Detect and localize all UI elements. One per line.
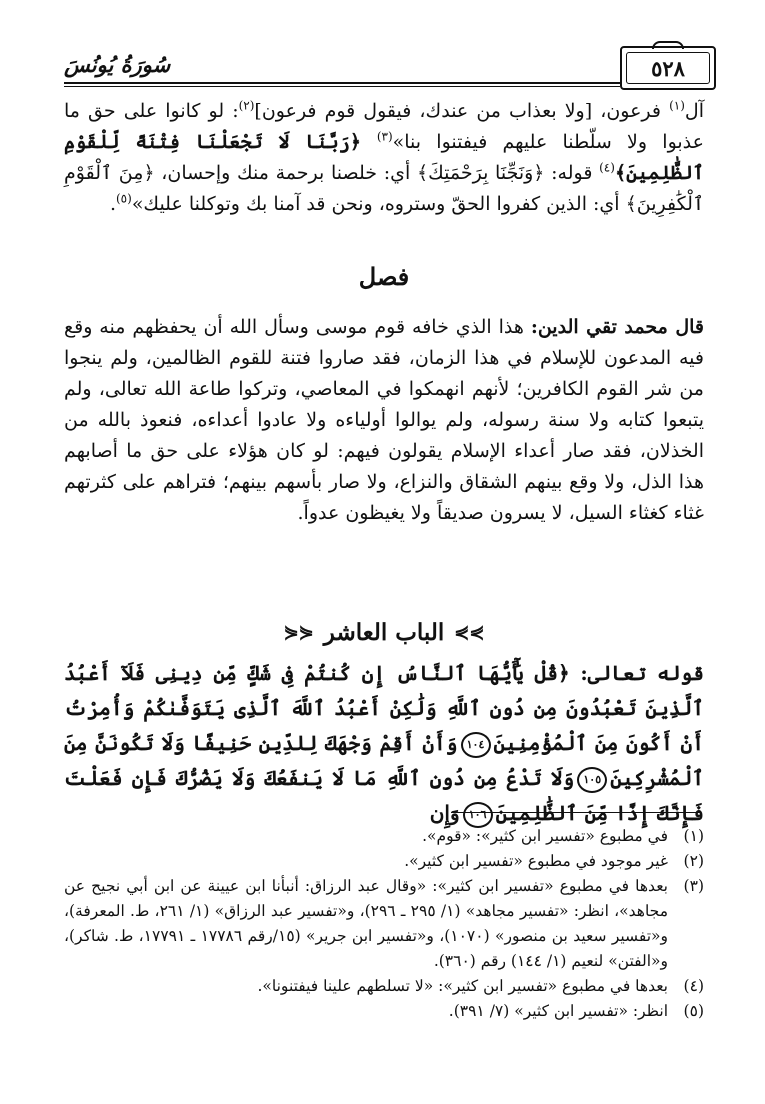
footnote-text: بعدها في مطبوع «تفسير ابن كثير»: «وقال عبد الرزاق: أنبأنا ابن عيينة عن ابن أبي نجيح عن مجاهد»، انظر: «تفسير مجاهد» (١/ ٢٩٥ ـ ٢٩٦)، و«تفسير عبد الرزاق» (١/ ٢٦١، ط. المعرفة)، و«تفسير سعيد بن منصور» (١٠٧٠)، و«تفسير ابن جرير» (١٥/رقم ١٧٧٨٦ ـ ١٧٧٩١، ط. شاكر)، و«الفتن» لنعيم (١/ ١٤٤) رقم (٣٦٠).	[64, 877, 669, 970]
footnote-ref-3[interactable]: (٣)	[376, 129, 393, 144]
surah-name: سُورَةُ يُونُسَ	[64, 52, 171, 77]
footnote	[64, 974, 704, 999]
ayah-number-marker: ١٠٦	[463, 802, 493, 828]
verse-paragraph	[64, 656, 704, 825]
footnote-ref-2[interactable]: (٢)	[238, 98, 255, 113]
text-run: فرعون، [ولا بعذاب من عندك، فيقول قوم فرعون]	[254, 100, 670, 122]
text-run: : لو كانوا على حق ما عذبوا ولا سلّطنا عليهم فيفتنوا بنا»	[64, 100, 704, 153]
verse-text: وَأَنْ أَقِمْ وَجْهَكَ لِلدِّينِ حَنِيفًا وَلَا تَكُونَنَّ مِنَ ٱلْمُشْرِكِينَ	[64, 731, 704, 790]
verse-text: ﴿قُلْ يَٰٓأَيُّهَا ٱلنَّاسُ إِن كُنتُمْ فِى شَكٍّ مِّن دِينِى فَلَآ أَعْبُدُ ٱلَّذِينَ تَعْبُدُونَ مِن دُونِ ٱللَّهِ وَلَٰكِنْ أَعْبُدُ ٱللَّهَ ٱلَّذِى يَتَوَفَّىٰكُمْ وَأُمِرْتُ أَنْ أَكُونَ مِنَ ٱلْمُؤْمِنِينَ	[64, 661, 704, 755]
footnote	[64, 999, 704, 1024]
ornament-right: ⋟⋟	[454, 621, 485, 643]
footnote	[64, 824, 704, 849]
speaker-name: قال محمد تقي الدين:	[530, 316, 704, 338]
footnotes	[64, 824, 704, 1064]
footnote-ref-1[interactable]: (١)	[669, 98, 685, 113]
text-run: قوله: ﴿وَنَجِّنَا بِرَحْمَتِكَ﴾ أي: خلصنا برحمة منك وإحسان، ﴿مِنَ ٱلْقَوْمِ ٱلْكَٰفِرِينَ﴾ أي: الذين كفروا الحقّ وستروه، ونحن قد آمنا بك وتوكلنا عليك»	[64, 162, 704, 215]
footnote-number: (٤)	[683, 977, 704, 995]
quran-quote: ﴿رَبَّنَا لَا تَجْعَلْنَا فِتْنَةً لِّلْقَوْمِ ٱلظَّٰلِمِينَ﴾	[64, 131, 704, 184]
fasl-text: هذا الذي خافه قوم موسى وسأل الله أن يحفظهم منه وقع فيه المدعون للإسلام في هذا الزمان، فقد صاروا فتنة للقوم الظالمين، ولم ينجوا من شر القوم الكافرين؛ لأنهم انهمكوا في المعاصي، وتركوا طاعة الله تعالى، ولم يتبعوا كتابه ولا سنة رسوله، ولم يوالوا أولياءه ولا عادوا أعداءه، فنعوذ بالله من الخذلان، فقد صار أعداء الإسلام يقولون فيهم: لو كان هؤلاء على حق ما أصابهم هذا الذل، ولا وقع بينهم الشقاق والنزاع، ولا صار بأسهم بينهم؛ فتراهم على كثرتهم غثاء كغثاء السيل، لا يسرون صديقاً ولا يغيظون عدواً.	[64, 316, 704, 524]
footnote-text: انظر: «تفسير ابن كثير» (٧/ ٣٩١).	[448, 1002, 668, 1020]
footnote-number: (٢)	[683, 852, 704, 870]
page-header	[64, 46, 716, 90]
fasl-paragraph	[64, 312, 704, 602]
chapter-heading	[64, 612, 704, 652]
text-run: .	[109, 193, 116, 215]
ayah-number-marker: ١٠٤	[461, 732, 491, 758]
footnote-ref-4[interactable]: (٤)	[599, 160, 615, 175]
header-rule-thin	[64, 86, 620, 87]
section-heading-fasl: فصل	[358, 262, 410, 291]
verse-intro: قوله تعالى:	[569, 661, 704, 685]
ayah-number-marker: ١٠٥	[577, 767, 607, 793]
footnote-number: (٣)	[683, 877, 704, 895]
chapter-title: الباب العاشر	[323, 618, 445, 646]
footnote-number: (١)	[683, 827, 704, 845]
footnote-ref-5[interactable]: (٥)	[115, 191, 132, 206]
footnote	[64, 849, 704, 874]
page-number: ٥٢٨	[651, 55, 685, 81]
header-rule	[64, 82, 620, 84]
footnote	[64, 874, 704, 974]
text-run: آل	[684, 100, 704, 122]
footnote-text: غير موجود في مطبوع «تفسير ابن كثير».	[404, 852, 668, 870]
page-number-frame	[620, 46, 716, 90]
ornament-left: ⋞⋞	[283, 621, 314, 643]
footnote-text: في مطبوع «تفسير ابن كثير»: «قوم».	[422, 827, 668, 845]
footnote-text: بعدها في مطبوع «تفسير ابن كثير»: «لا تسلطهم علينا فيفتنونا».	[257, 977, 668, 995]
footnote-number: (٥)	[683, 1002, 704, 1020]
verse-text: وَإِن	[429, 801, 460, 825]
top-paragraph	[64, 96, 704, 232]
verse-text: وَلَا تَدْعُ مِن دُونِ ٱللَّهِ مَا لَا يَنفَعُكَ وَلَا يَضُرُّكَ فَإِن فَعَلْتَ فَإِنَّكَ إِذًا مِّنَ ٱلظَّٰلِمِينَ	[64, 766, 704, 825]
footnote-separator	[451, 812, 701, 813]
